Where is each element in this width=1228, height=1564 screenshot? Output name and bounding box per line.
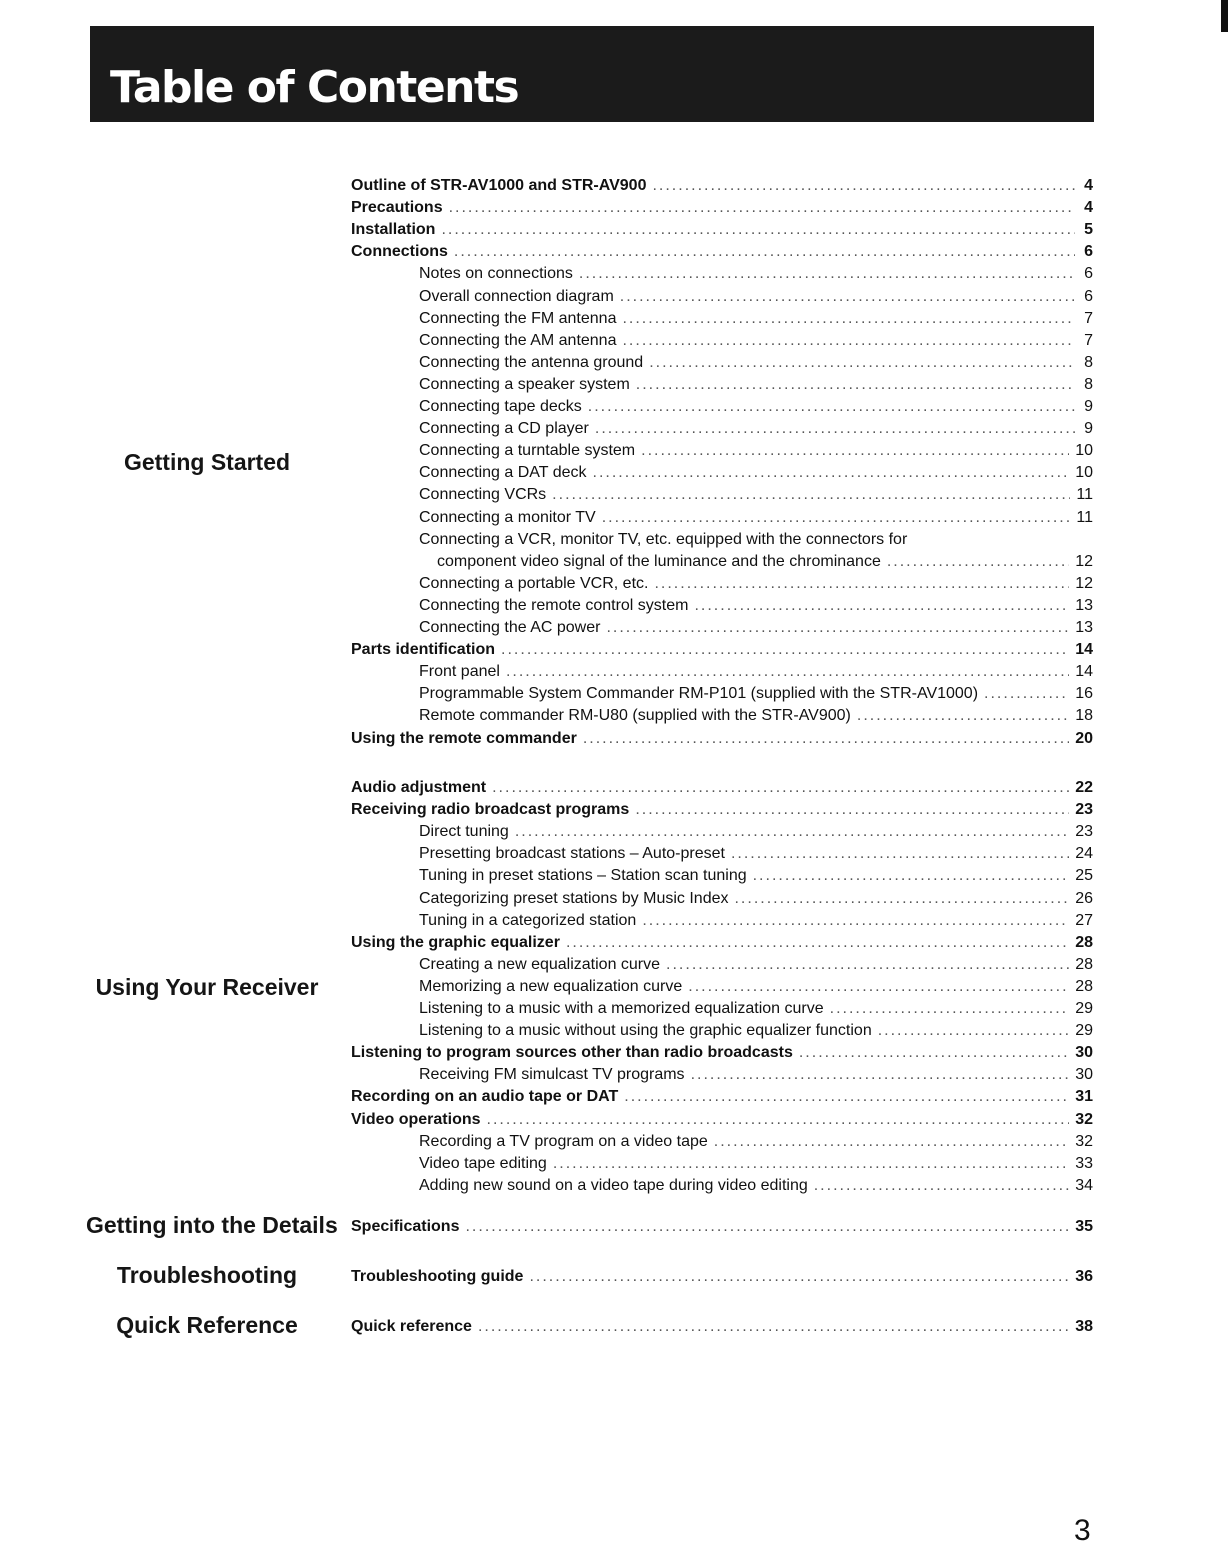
section-label-troubleshooting: Troubleshooting [116,1262,298,1288]
toc-entry [351,175,1093,197]
toc-entry-page: 11 [1076,486,1093,503]
toc-entry-title: Receiving FM simulcast TV programs [419,1066,685,1083]
toc-entry-page: 6 [1084,265,1093,282]
toc-entry-title: Programmable System Commander RM-P101 (supplied with the STR-AV1000) [419,685,979,702]
toc-subentry [419,462,1093,484]
section-label-using-your-receiver: Using Your Receiver [95,974,319,1000]
toc-subentry [419,396,1093,418]
dot-leader [734,888,1069,910]
toc-entry-page: 30 [1075,1044,1093,1061]
toc-entry [351,241,1093,263]
toc-subentry [419,330,1093,352]
dot-leader [624,1086,1069,1108]
toc-entry-title: Categorizing preset stations by Music Index [419,890,729,907]
toc-subentry [419,374,1093,396]
toc-subentry [419,308,1093,330]
dot-leader [449,197,1075,219]
dot-leader [583,728,1069,750]
toc-subentry [419,286,1093,308]
dot-leader [465,1216,1069,1238]
toc-entry-page: 34 [1075,1177,1093,1194]
toc-entry-title: Outline of STR-AV1000 and STR-AV900 [351,177,647,194]
dot-leader [753,865,1070,887]
toc-entry-page: 4 [1084,177,1093,194]
dot-leader [857,705,1069,727]
dot-leader [688,976,1069,998]
toc-entry-page: 13 [1075,597,1093,614]
toc-entry-title: Installation [351,221,436,238]
toc-entry-page: 33 [1075,1155,1093,1172]
dot-leader [606,617,1069,639]
dot-leader [529,1266,1069,1288]
toc-entry-page: 38 [1075,1318,1093,1335]
toc-entry-title: Audio adjustment [351,779,487,796]
toc-entry-title: Listening to a music without using the graphic equalizer function [419,1022,872,1039]
dot-leader [799,1042,1069,1064]
dot-leader [553,1153,1069,1175]
dot-leader [691,1064,1070,1086]
toc-entry-title: Connecting a DAT deck [419,464,587,481]
toc-entry-page: 29 [1075,1000,1093,1017]
toc-entry [351,197,1093,219]
toc-entry-title: Listening to a music with a memorized equalization curve [419,1000,824,1017]
toc-entry-page: 5 [1084,221,1093,238]
toc-entry-page: 24 [1075,845,1093,862]
toc-subentry [419,661,1093,683]
section-label-quick-reference: Quick Reference [116,1312,298,1338]
toc-entry-title: Precautions [351,199,443,216]
dot-leader [984,683,1069,705]
dot-leader [731,843,1069,865]
toc-entry [351,1086,1093,1108]
dot-leader [642,910,1069,932]
toc-subentry [419,683,1093,705]
edge-mark [1221,0,1228,32]
toc-entry-page: 9 [1084,398,1093,415]
dot-leader [654,573,1069,595]
toc-entry [351,799,1093,821]
toc-entry-title: Using the remote commander [351,730,577,747]
toc-subentry [419,573,1093,595]
toc-subentry [419,954,1093,976]
dot-leader [666,954,1069,976]
toc-subentry [419,507,1093,529]
toc-subentry [419,1020,1093,1042]
toc-subentry [419,821,1093,843]
toc-entry-page: 14 [1075,641,1093,658]
dot-leader [441,219,1075,241]
toc-entry-title: Video operations [351,1111,481,1128]
toc-entry-page: 28 [1075,934,1093,951]
toc-entry-page: 7 [1084,332,1093,349]
dot-leader [487,1109,1070,1131]
toc-entry-title: Creating a new equalization curve [419,956,661,973]
toc-subentry [419,1131,1093,1153]
toc-subentry [419,998,1093,1020]
dot-leader [830,998,1070,1020]
section-label-getting-started: Getting Started [123,449,291,475]
toc-subentry [419,418,1093,440]
toc-entry-title: Presetting broadcast stations – Auto-preset [419,845,725,862]
dot-leader [579,263,1075,285]
toc-entry-page: 31 [1075,1088,1093,1105]
toc-entry-page: 12 [1075,553,1093,570]
toc-entry-title: Tuning in a categorized station [419,912,637,929]
toc-subentry [419,263,1093,285]
dot-leader [602,507,1071,529]
toc-entry-title: Connecting the remote control system [419,597,689,614]
toc-entry-title: Overall connection diagram [419,288,614,305]
dot-leader [593,462,1070,484]
toc-entry-title: Notes on connections [419,265,573,282]
toc-subentry [419,888,1093,910]
toc-entry-title: Connecting the antenna ground [419,354,644,371]
dot-leader [649,352,1075,374]
toc-subentry [419,440,1093,462]
toc-entry-title: Front panel [419,663,500,680]
toc-subentry [419,843,1093,865]
toc-entry [351,219,1093,241]
dot-leader [620,286,1075,308]
toc-entry-page: 8 [1084,376,1093,393]
toc-entry-title: component video signal of the luminance and the chrominance [437,553,881,570]
toc-entry-title: Connecting a speaker system [419,376,630,393]
toc-entry-title: Connections [351,243,448,260]
toc-entry-page: 16 [1075,685,1093,702]
toc-entry-page: 9 [1084,420,1093,437]
toc-subentry [419,352,1093,374]
dot-leader [492,777,1069,799]
toc-entry-page: 4 [1084,199,1093,216]
dot-leader [622,330,1075,352]
dot-leader [694,595,1069,617]
toc-entry-title: Connecting the AM antenna [419,332,617,349]
dot-leader [588,396,1075,418]
toc-entry-page: 36 [1075,1268,1093,1285]
toc-entry-title: Video tape editing [419,1155,547,1172]
toc-entry-page: 14 [1075,663,1093,680]
toc-subentry [419,705,1093,727]
toc-entry-title: Connecting a VCR, monitor TV, etc. equipped with the connectors for [419,531,908,548]
toc-entry-page: 23 [1075,801,1093,818]
toc-entry-page: 18 [1075,707,1093,724]
toc-entry-title: Adding new sound on a video tape during video editing [419,1177,808,1194]
toc-subentry [437,551,1093,573]
toc-entry-title: Memorizing a new equalization curve [419,978,683,995]
toc-entry-page: 23 [1075,823,1093,840]
toc-entry-page: 7 [1084,310,1093,327]
toc-entry-title: Receiving radio broadcast programs [351,801,630,818]
toc-entry [351,777,1093,799]
toc-entry-title: Listening to program sources other than radio broadcasts [351,1044,793,1061]
toc-entry-title: Direct tuning [419,823,509,840]
toc-entry [351,639,1093,661]
toc-entry-title: Recording on an audio tape or DAT [351,1088,619,1105]
toc-entry-title: Using the graphic equalizer [351,934,560,951]
toc-entry-page: 26 [1075,890,1093,907]
toc-subentry [419,910,1093,932]
toc-entry-title: Parts identification [351,641,496,658]
toc-entry-page: 13 [1075,619,1093,636]
toc-entry [351,1266,1093,1288]
toc-entry-title: Troubleshooting guide [351,1268,524,1285]
dot-leader [552,484,1070,506]
toc-entry [351,1216,1093,1238]
dot-leader [878,1020,1069,1042]
toc-entry-page: 29 [1075,1022,1093,1039]
dot-leader [714,1131,1069,1153]
toc-entry-title: Recording a TV program on a video tape [419,1133,708,1150]
toc-entry-title: Connecting the AC power [419,619,601,636]
toc-entry [351,1316,1093,1338]
toc-entry-page: 6 [1084,288,1093,305]
page-title: Table of Contents [110,62,519,113]
dot-leader [622,308,1075,330]
toc-entry [351,728,1093,750]
toc-subentry [419,1064,1093,1086]
toc-entry [351,932,1093,954]
dot-leader [454,241,1075,263]
toc-entry-title: Connecting a CD player [419,420,589,437]
toc-entry-title: Connecting a turntable system [419,442,636,459]
toc-entry-page: 30 [1075,1066,1093,1083]
toc-entry-page: 10 [1075,442,1093,459]
toc-entry-title: Connecting the FM antenna [419,310,617,327]
toc-entry-page: 25 [1075,867,1093,884]
dot-leader [501,639,1069,661]
toc-entry-page: 35 [1075,1218,1093,1235]
toc-entry-title: Connecting a portable VCR, etc. [419,575,649,592]
toc-entry-page: 22 [1075,779,1093,796]
page-number: 3 [1074,1514,1091,1547]
dot-leader [652,175,1075,197]
toc-entry-title: Connecting VCRs [419,486,547,503]
dot-leader [595,418,1075,440]
toc-entry-page: 12 [1075,575,1093,592]
toc-entry-page: 28 [1075,978,1093,995]
toc-subentry [419,976,1093,998]
toc-subentry [419,1153,1093,1175]
toc-subentry [419,865,1093,887]
toc-subentry [419,595,1093,617]
dot-leader [636,374,1075,396]
dot-leader [887,551,1069,573]
toc-entry-title: Connecting tape decks [419,398,582,415]
dot-leader [506,661,1069,683]
dot-leader [478,1316,1069,1338]
section-label-getting-into-the-details: Getting into the Details [86,1212,338,1238]
dot-leader [641,440,1069,462]
toc-entry-title: Connecting a monitor TV [419,509,596,526]
toc-entry [351,1042,1093,1064]
toc-entry-page: 32 [1075,1133,1093,1150]
toc-entry-page: 8 [1084,354,1093,371]
toc-entry-page: 32 [1075,1111,1093,1128]
title-banner [90,26,1094,122]
dot-leader [515,821,1069,843]
toc-entry-title: Tuning in preset stations – Station scan tuning [419,867,747,884]
toc-entry-page: 20 [1075,730,1093,747]
dot-leader [814,1175,1069,1197]
toc-entry-page: 10 [1075,464,1093,481]
toc-subentry [419,529,1093,551]
toc-entry-title: Remote commander RM-U80 (supplied with the STR-AV900) [419,707,851,724]
toc-entry-page: 27 [1075,912,1093,929]
toc-subentry [419,617,1093,639]
dot-leader [635,799,1069,821]
dot-leader [566,932,1069,954]
toc-entry-title: Quick reference [351,1318,472,1335]
toc-entry-page: 11 [1076,509,1093,526]
toc-subentry [419,1175,1093,1197]
toc-entry-page: 6 [1084,243,1093,260]
toc-entry [351,1109,1093,1131]
toc-entry-page: 28 [1075,956,1093,973]
toc-subentry [419,484,1093,506]
toc-entry-title: Specifications [351,1218,460,1235]
